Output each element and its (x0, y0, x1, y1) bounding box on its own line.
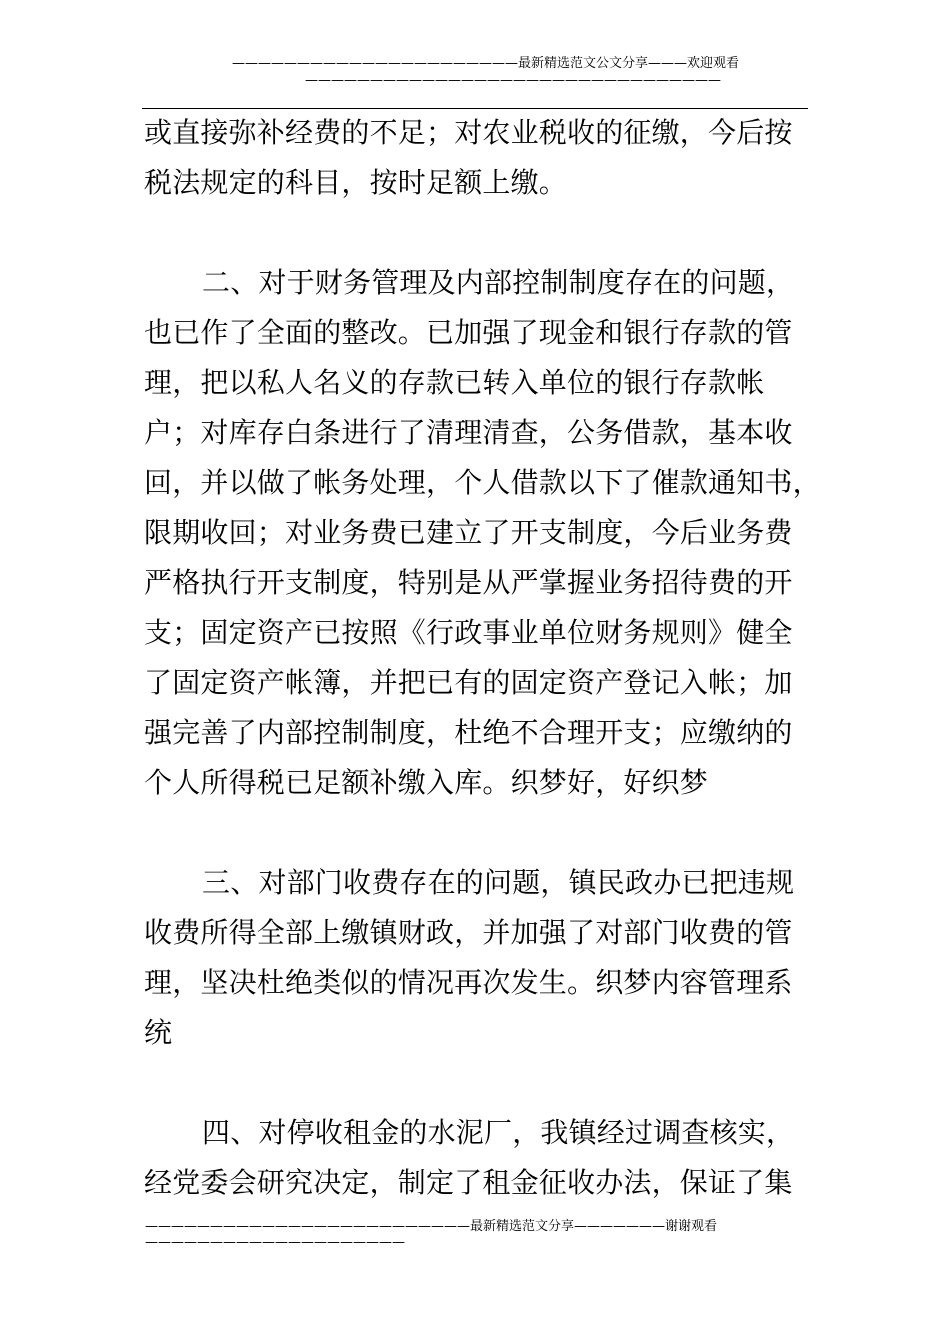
paragraph-gap (144, 808, 808, 858)
text-line: 理，把以私人名义的存款已转入单位的银行存款帐 (144, 366, 765, 399)
footer-dash-line: ———————————————————— (145, 1235, 405, 1250)
text-line: 强完善了内部控制制度，杜绝不合理开支；应缴纳的 (144, 716, 793, 749)
header-dash-line: ———————————————————————————————— (305, 73, 721, 88)
text-line: 经党委会研究决定，制定了租金征收办法，保证了集 (144, 1166, 793, 1199)
text-line: 统 (144, 1016, 173, 1049)
text-line: 严格执行开支制度，特别是从严掌握业务招待费的开 (144, 566, 793, 599)
text-line: 了固定资产帐簿，并把已有的固定资产登记入帐；加 (144, 666, 793, 699)
text-line: 收费所得全部上缴镇财政，并加强了对部门收费的管 (144, 916, 793, 949)
text-line: 二、对于财务管理及内部控制制度存在的问题， (202, 266, 795, 299)
text-line: 税法规定的科目，按时足额上缴。 (144, 166, 568, 199)
text-line: 限期收回；对业务费已建立了开支制度，今后业务费 (144, 516, 793, 549)
text-line: 理，坚决杜绝类似的情况再次发生。织梦内容管理系 (144, 966, 793, 999)
header-banner: ——————————————————————最新精选范文公文分享———欢迎观看 (232, 56, 740, 71)
text-line: 户；对库存白条进行了清理清查，公务借款，基本收 (144, 416, 793, 449)
text-line: 三、对部门收费存在的问题，镇民政办已把违规 (202, 866, 795, 899)
text-line: 或直接弥补经费的不足；对农业税收的征缴，今后按 (144, 116, 793, 149)
paragraph-gap (144, 208, 808, 258)
text-line: 四、对停收租金的水泥厂，我镇经过调查核实， (202, 1116, 795, 1149)
footer-banner: —————————————————————————最新精选范文分享———————谢谢观看 (145, 1219, 718, 1234)
text-line: 也已作了全面的整改。已加强了现金和银行存款的管 (144, 316, 793, 349)
text-line: 支；固定资产已按照《行政事业单位财务规则》健全 (144, 616, 793, 649)
text-line: 个人所得税已足额补缴入库。织梦好，好织梦 (144, 766, 709, 799)
text-line: 回，并以做了帐务处理，个人借款以下了催款通知书， (144, 466, 821, 499)
paragraph-gap (144, 1058, 808, 1108)
document-body (144, 108, 821, 1208)
